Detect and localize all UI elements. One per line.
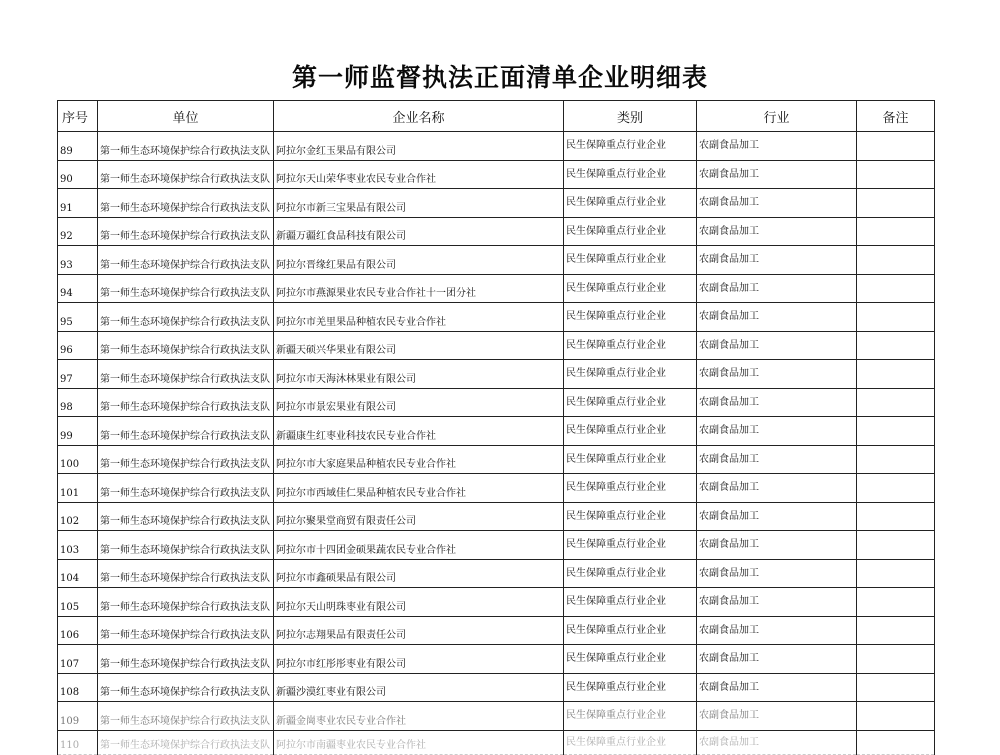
- cell-category: 民生保障重点行业企业: [564, 331, 697, 360]
- cell-remark: [857, 730, 935, 754]
- cell-category: 民生保障重点行业企业: [564, 160, 697, 189]
- cell-unit: 第一师生态环境保护综合行政执法支队: [98, 588, 274, 617]
- cell-remark: [857, 360, 935, 389]
- header-seq: 序号: [58, 101, 98, 132]
- cell-category: 民生保障重点行业企业: [564, 445, 697, 474]
- cell-seq: 103: [58, 531, 98, 560]
- cell-industry: 农副食品加工: [697, 531, 857, 560]
- cell-company: 阿拉尔市羌里果品种植农民专业合作社: [274, 303, 564, 332]
- table-row: [58, 474, 935, 503]
- cell-remark: [857, 588, 935, 617]
- cell-seq: 93: [58, 246, 98, 275]
- table-body: [58, 132, 935, 755]
- cell-seq: 94: [58, 274, 98, 303]
- table-header-row: [58, 101, 935, 132]
- table-row: [58, 189, 935, 218]
- cell-company: 阿拉尔聚果堂商贸有限责任公司: [274, 502, 564, 531]
- cell-remark: [857, 645, 935, 674]
- cell-seq: 108: [58, 673, 98, 702]
- cell-unit: 第一师生态环境保护综合行政执法支队: [98, 673, 274, 702]
- cell-company: 新疆天硕兴华果业有限公司: [274, 331, 564, 360]
- cell-industry: 农副食品加工: [697, 588, 857, 617]
- cell-unit: 第一师生态环境保护综合行政执法支队: [98, 645, 274, 674]
- cell-company: 阿拉尔市西域佳仁果品种植农民专业合作社: [274, 474, 564, 503]
- cell-remark: [857, 331, 935, 360]
- table-row: [58, 246, 935, 275]
- table-row: [58, 559, 935, 588]
- cell-category: 民生保障重点行业企业: [564, 616, 697, 645]
- cell-remark: [857, 217, 935, 246]
- cell-remark: [857, 132, 935, 161]
- cell-remark: [857, 474, 935, 503]
- cell-unit: 第一师生态环境保护综合行政执法支队: [98, 388, 274, 417]
- table-row: [58, 502, 935, 531]
- cell-unit: 第一师生态环境保护综合行政执法支队: [98, 189, 274, 218]
- cell-category: 民生保障重点行业企业: [564, 702, 697, 731]
- cell-unit: 第一师生态环境保护综合行政执法支队: [98, 217, 274, 246]
- cell-unit: 第一师生态环境保护综合行政执法支队: [98, 616, 274, 645]
- table-row: [58, 132, 935, 161]
- cell-seq: 91: [58, 189, 98, 218]
- cell-category: 民生保障重点行业企业: [564, 588, 697, 617]
- cell-seq: 97: [58, 360, 98, 389]
- table-row: [58, 417, 935, 446]
- cell-unit: 第一师生态环境保护综合行政执法支队: [98, 360, 274, 389]
- cell-seq: 110: [58, 730, 98, 754]
- table-row: [58, 702, 935, 731]
- cell-company: 阿拉尔市景宏果业有限公司: [274, 388, 564, 417]
- cell-category: 民生保障重点行业企业: [564, 417, 697, 446]
- cell-company: 阿拉尔天山明珠枣业有限公司: [274, 588, 564, 617]
- cell-seq: 105: [58, 588, 98, 617]
- cell-unit: 第一师生态环境保护综合行政执法支队: [98, 132, 274, 161]
- cell-company: 阿拉尔金红玉果品有限公司: [274, 132, 564, 161]
- cell-category: 民生保障重点行业企业: [564, 246, 697, 275]
- cell-remark: [857, 702, 935, 731]
- cell-company: 阿拉尔市天海沐林果业有限公司: [274, 360, 564, 389]
- cell-company: 阿拉尔志翔果品有限责任公司: [274, 616, 564, 645]
- cell-unit: 第一师生态环境保护综合行政执法支队: [98, 274, 274, 303]
- table-row: [58, 331, 935, 360]
- cell-industry: 农副食品加工: [697, 559, 857, 588]
- cell-category: 民生保障重点行业企业: [564, 673, 697, 702]
- cell-industry: 农副食品加工: [697, 217, 857, 246]
- cell-company: 阿拉尔市南疆枣业农民专业合作社: [274, 730, 564, 754]
- cell-seq: 96: [58, 331, 98, 360]
- cell-seq: 106: [58, 616, 98, 645]
- cell-company: 阿拉尔市鑫硕果品有限公司: [274, 559, 564, 588]
- cell-company: 阿拉尔市大家庭果品种植农民专业合作社: [274, 445, 564, 474]
- cell-unit: 第一师生态环境保护综合行政执法支队: [98, 445, 274, 474]
- header-category: 类别: [564, 101, 697, 132]
- cell-seq: 90: [58, 160, 98, 189]
- cell-industry: 农副食品加工: [697, 474, 857, 503]
- table-row: [58, 730, 935, 754]
- table-row: [58, 303, 935, 332]
- cell-unit: 第一师生态环境保护综合行政执法支队: [98, 559, 274, 588]
- cell-category: 民生保障重点行业企业: [564, 388, 697, 417]
- cell-unit: 第一师生态环境保护综合行政执法支队: [98, 474, 274, 503]
- cell-seq: 101: [58, 474, 98, 503]
- cell-unit: 第一师生态环境保护综合行政执法支队: [98, 702, 274, 731]
- cell-industry: 农副食品加工: [697, 417, 857, 446]
- cell-industry: 农副食品加工: [697, 132, 857, 161]
- cell-category: 民生保障重点行业企业: [564, 303, 697, 332]
- cell-seq: 100: [58, 445, 98, 474]
- cell-unit: 第一师生态环境保护综合行政执法支队: [98, 502, 274, 531]
- cell-remark: [857, 502, 935, 531]
- cell-industry: 农副食品加工: [697, 388, 857, 417]
- table-row: [58, 588, 935, 617]
- table-row: [58, 274, 935, 303]
- cell-category: 民生保障重点行业企业: [564, 189, 697, 218]
- cell-category: 民生保障重点行业企业: [564, 730, 697, 754]
- cell-unit: 第一师生态环境保护综合行政执法支队: [98, 730, 274, 754]
- table-row: [58, 360, 935, 389]
- cell-category: 民生保障重点行业企业: [564, 559, 697, 588]
- cell-industry: 农副食品加工: [697, 331, 857, 360]
- cell-industry: 农副食品加工: [697, 645, 857, 674]
- cell-seq: 89: [58, 132, 98, 161]
- cell-industry: 农副食品加工: [697, 189, 857, 218]
- table-row: [58, 616, 935, 645]
- cell-unit: 第一师生态环境保护综合行政执法支队: [98, 331, 274, 360]
- cell-seq: 102: [58, 502, 98, 531]
- table-row: [58, 217, 935, 246]
- cell-industry: 农副食品加工: [697, 303, 857, 332]
- cell-seq: 107: [58, 645, 98, 674]
- cell-remark: [857, 160, 935, 189]
- header-industry: 行业: [697, 101, 857, 132]
- cell-remark: [857, 274, 935, 303]
- table-row: [58, 160, 935, 189]
- cell-industry: 农副食品加工: [697, 274, 857, 303]
- cell-unit: 第一师生态环境保护综合行政执法支队: [98, 160, 274, 189]
- table-row: [58, 645, 935, 674]
- cell-company: 阿拉尔天山荣华枣业农民专业合作社: [274, 160, 564, 189]
- cell-company: 新疆万疆红食品科技有限公司: [274, 217, 564, 246]
- cell-category: 民生保障重点行业企业: [564, 645, 697, 674]
- cell-unit: 第一师生态环境保护综合行政执法支队: [98, 303, 274, 332]
- cell-seq: 99: [58, 417, 98, 446]
- cell-unit: 第一师生态环境保护综合行政执法支队: [98, 246, 274, 275]
- table-row: [58, 673, 935, 702]
- cell-remark: [857, 246, 935, 275]
- cell-category: 民生保障重点行业企业: [564, 531, 697, 560]
- cell-unit: 第一师生态环境保护综合行政执法支队: [98, 417, 274, 446]
- header-company: 企业名称: [274, 101, 564, 132]
- page-title: 第一师监督执法正面清单企业明细表: [291, 63, 708, 92]
- header-remark: 备注: [857, 101, 935, 132]
- cell-remark: [857, 616, 935, 645]
- cell-remark: [857, 388, 935, 417]
- cell-remark: [857, 417, 935, 446]
- cell-company: 阿拉尔市燕源果业农民专业合作社十一团分社: [274, 274, 564, 303]
- cell-unit: 第一师生态环境保护综合行政执法支队: [98, 531, 274, 560]
- cell-industry: 农副食品加工: [697, 160, 857, 189]
- cell-company: 阿拉尔市新三宝果品有限公司: [274, 189, 564, 218]
- cell-category: 民生保障重点行业企业: [564, 360, 697, 389]
- cell-category: 民生保障重点行业企业: [564, 474, 697, 503]
- cell-industry: 农副食品加工: [697, 730, 857, 754]
- cell-remark: [857, 445, 935, 474]
- cell-industry: 农副食品加工: [697, 445, 857, 474]
- cell-seq: 109: [58, 702, 98, 731]
- cell-seq: 104: [58, 559, 98, 588]
- cell-remark: [857, 559, 935, 588]
- cell-remark: [857, 531, 935, 560]
- cell-category: 民生保障重点行业企业: [564, 274, 697, 303]
- cell-company: 新疆金崗枣业农民专业合作社: [274, 702, 564, 731]
- cell-seq: 95: [58, 303, 98, 332]
- cell-seq: 92: [58, 217, 98, 246]
- cell-industry: 农副食品加工: [697, 616, 857, 645]
- cell-industry: 农副食品加工: [697, 502, 857, 531]
- table-row: [58, 388, 935, 417]
- cell-company: 阿拉尔市十四团金硕果蔬农民专业合作社: [274, 531, 564, 560]
- table-row: [58, 445, 935, 474]
- cell-company: 阿拉尔市红彤彤枣业有限公司: [274, 645, 564, 674]
- table-row: [58, 531, 935, 560]
- cell-category: 民生保障重点行业企业: [564, 132, 697, 161]
- cell-company: 新疆康生红枣业科技农民专业合作社: [274, 417, 564, 446]
- cell-category: 民生保障重点行业企业: [564, 502, 697, 531]
- cell-industry: 农副食品加工: [697, 360, 857, 389]
- cell-industry: 农副食品加工: [697, 702, 857, 731]
- cell-remark: [857, 673, 935, 702]
- cell-company: 阿拉尔晋缘红果品有限公司: [274, 246, 564, 275]
- cell-remark: [857, 189, 935, 218]
- enterprise-table: [57, 100, 935, 755]
- cell-industry: 农副食品加工: [697, 246, 857, 275]
- header-unit: 单位: [98, 101, 274, 132]
- cell-seq: 98: [58, 388, 98, 417]
- cell-company: 新疆沙漠红枣业有限公司: [274, 673, 564, 702]
- cell-category: 民生保障重点行业企业: [564, 217, 697, 246]
- cell-industry: 农副食品加工: [697, 673, 857, 702]
- cell-remark: [857, 303, 935, 332]
